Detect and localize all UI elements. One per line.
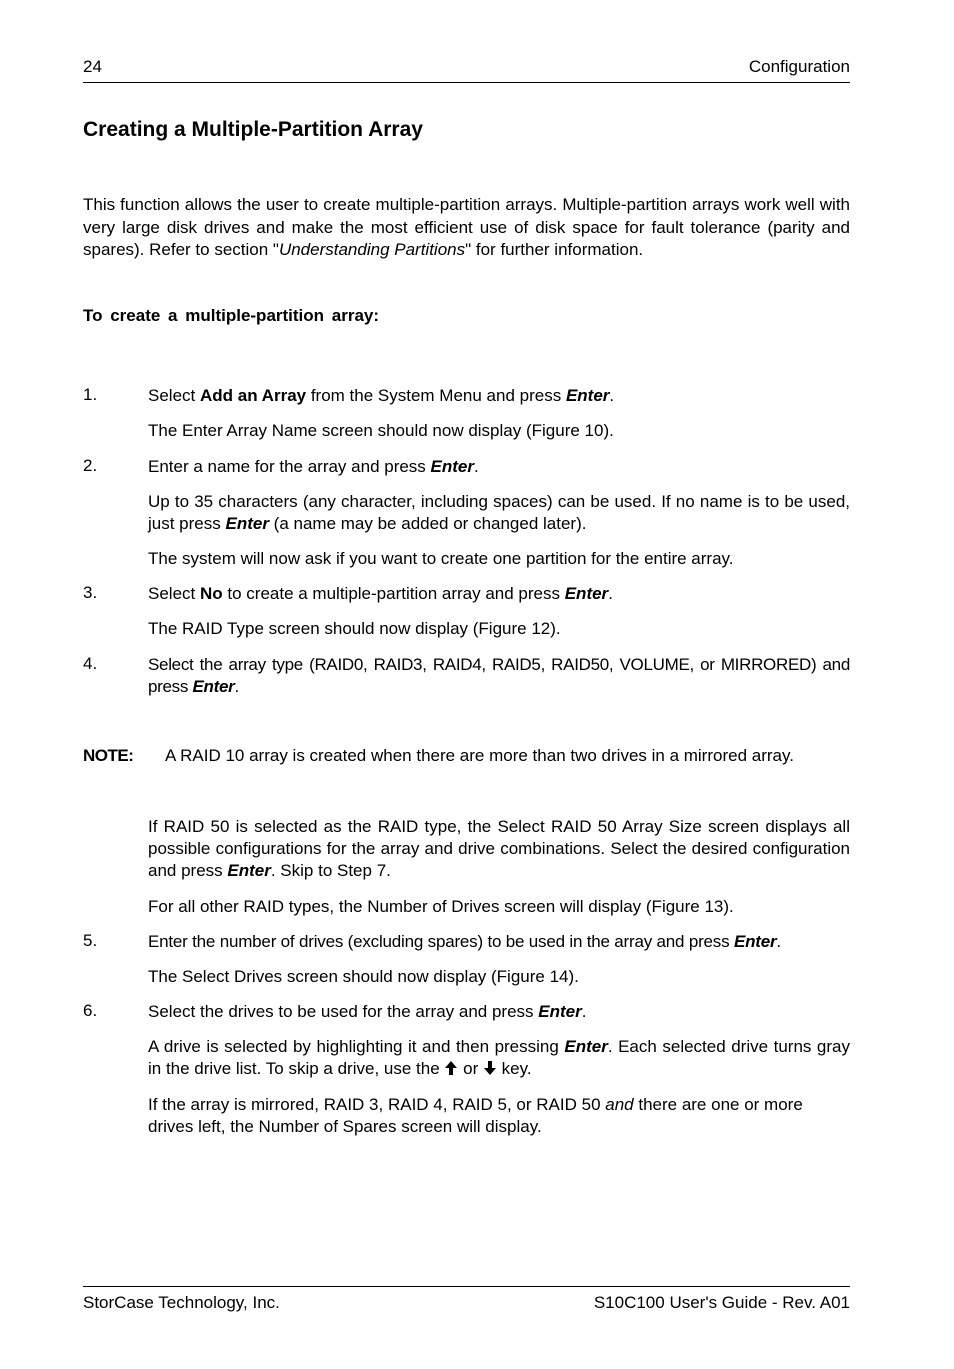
footer-document-title: S10C100 User's Guide - Rev. A01	[593, 1293, 850, 1312]
footer-company: StorCase Technology, Inc.	[83, 1293, 280, 1312]
page-number: 24	[83, 57, 102, 76]
step-6-note-2: If the array is mirrored, RAID 3, RAID 4, RAID 5, or RAID 50 and there are one or more drives left, the Number of Spares screen will display.	[148, 1095, 803, 1136]
intro-paragraph: This function allows the user to create multiple-partition arrays. Multiple-partition arrays work well with very large disk drives and make the most efficient use of disk space for fault tolerance (parity and spares). Refer to section "Understanding Partitions" for further information.	[83, 195, 850, 259]
step-1-note: The Enter Array Name screen should now display (Figure 10).	[148, 421, 614, 440]
step-number: 6.	[83, 1001, 98, 1020]
procedure-heading: To create a multiple-partition array:	[83, 306, 380, 325]
cross-reference: Understanding Partitions	[278, 240, 466, 259]
step-number: 5.	[83, 931, 98, 950]
step-3-text: Select No to create a multiple-partition array and press Enter.	[148, 584, 613, 603]
step-4-text: Select the array type (RAID0, RAID3, RAID4, RAID5, RAID50, VOLUME, or MIRRORED) and press Enter.	[148, 655, 850, 696]
step-1-text: Select Add an Array from the System Menu and press Enter.	[148, 386, 615, 405]
step-number: 4.	[83, 654, 98, 673]
footer-divider	[83, 1286, 850, 1287]
note-label: NOTE:	[83, 746, 134, 765]
arrow-down-icon	[483, 1060, 497, 1082]
step-number: 1.	[83, 385, 98, 404]
arrow-up-icon	[444, 1060, 458, 1082]
step-2-note-1: Up to 35 characters (any character, including spaces) can be used. If no name is to be used, just press Enter (a name may be added or changed later).	[148, 492, 850, 533]
step-number: 3.	[83, 583, 98, 602]
header-section-title: Configuration	[748, 57, 850, 76]
step-2-note-2: The system will now ask if you want to create one partition for the entire array.	[148, 549, 734, 568]
step-2-text: Enter a name for the array and press Enter.	[148, 457, 479, 476]
step-6-text: Select the drives to be used for the array and press Enter.	[148, 1002, 587, 1021]
raid50-paragraph: If RAID 50 is selected as the RAID type, the Select RAID 50 Array Size screen displays all possible configurations for the array and drive combinations. Select the desired configuration and press Enter. Skip to Step 7.	[148, 817, 850, 880]
other-raid-types-paragraph: For all other RAID types, the Number of Drives screen will display (Figure 13).	[148, 897, 734, 916]
step-number: 2.	[83, 456, 98, 475]
page-title: Creating a Multiple-Partition Array	[83, 118, 423, 141]
step-5-note: The Select Drives screen should now display (Figure 14).	[148, 967, 579, 986]
note-text: A RAID 10 array is created when there are more than two drives in a mirrored array.	[165, 746, 794, 765]
header-divider	[83, 82, 850, 83]
step-5-text: Enter the number of drives (excluding spares) to be used in the array and press Enter.	[148, 932, 781, 951]
step-6-note-1: A drive is selected by highlighting it and then pressing Enter. Each selected drive turns gray in the drive list. To skip a drive, use the or key.	[148, 1036, 850, 1082]
step-3-note: The RAID Type screen should now display (Figure 12).	[148, 619, 561, 638]
